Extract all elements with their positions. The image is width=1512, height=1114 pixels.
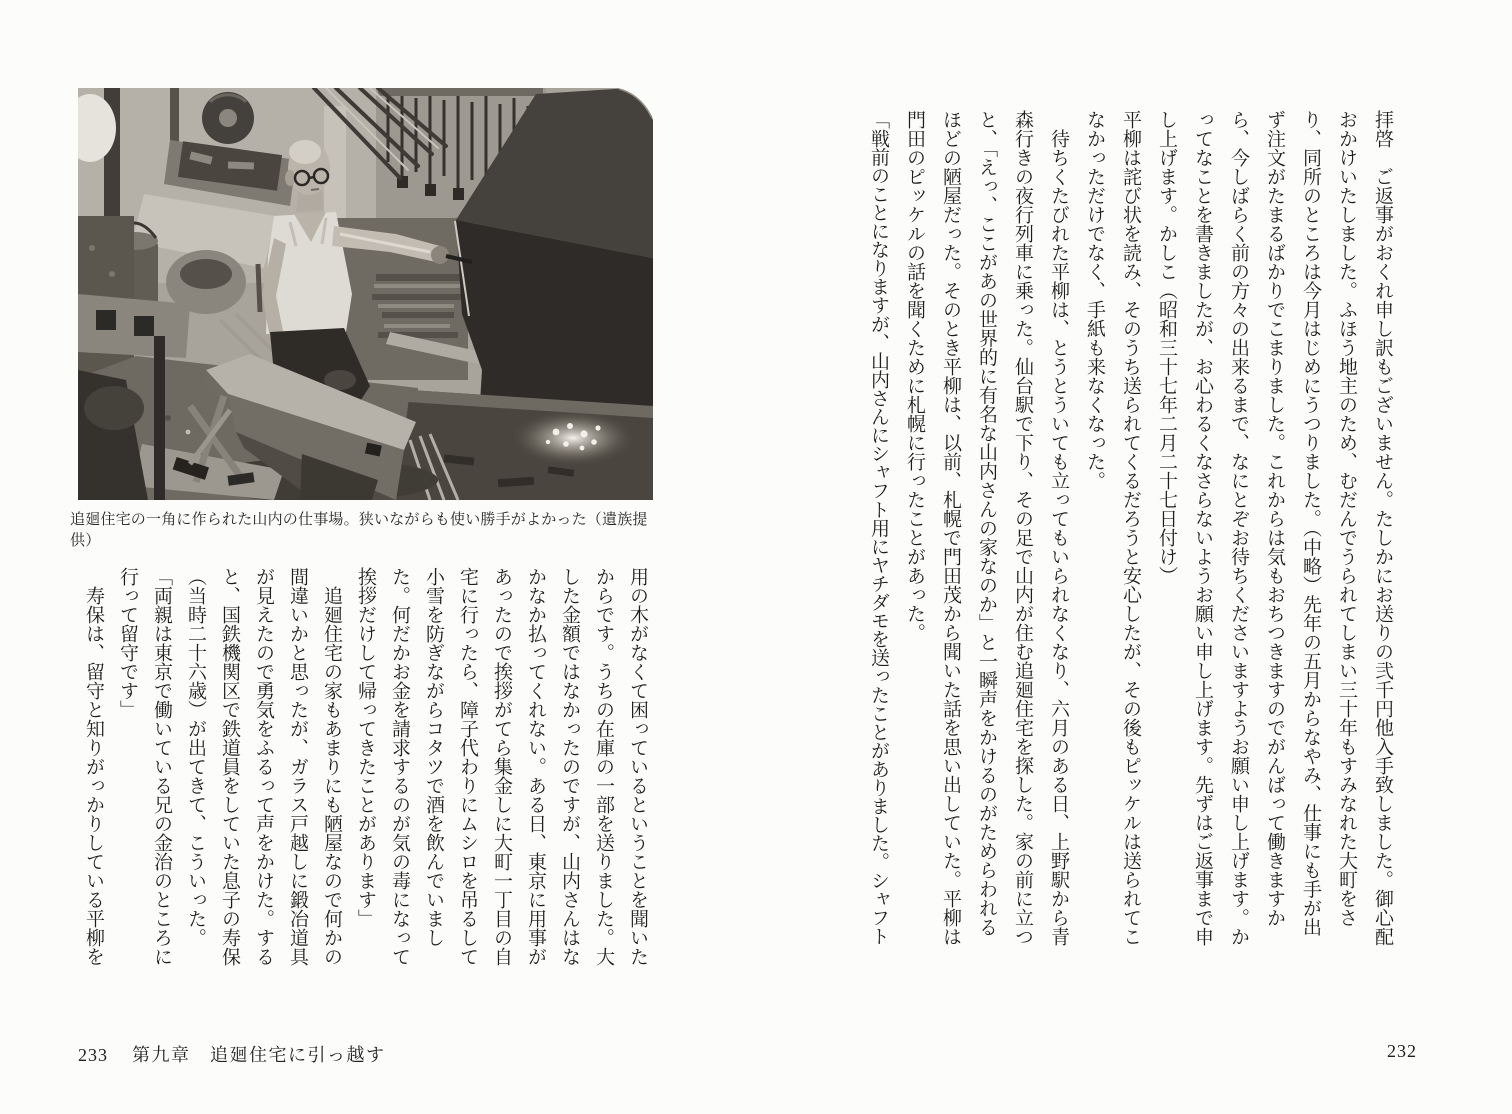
paragraph: 待ちくたびれた平柳は、とうとういても立ってもいられなくなり、六月のある日、上野駅から青森行きの夜行列車に乗った。仙台駅で下り、その足で山内が住む追廻住宅を探した。家の前に立つと、「えっ、ここがあの世界的に有名な山内さんの家なのか」と一瞬声をかけるのがためらわれるほどの陋屋だった。そのとき平柳は、以前、札幌で門田茂から聞いた話を思い出していた。平柳は門田のピッケルの話を聞くために札幌に行ったことがあった。 [904,110,1069,946]
letter-block: 拝啓 ご返事がおくれ申し訳もございません。たしかにお送りの弐千円他入手致しました。御心配おかけいたしました。ふほう地主のため、むだんでうられてしまい三十年もすみなれた大町をさり、同所のところは今月はじめにうつりました。（中略）先年の五月からなやみ、仕事にも手が出ず注文がたまるばかりでこまりました。これからは気もおちつきますのでがんばって働きますから、今しばらく前の方々の出来るまで、なにとぞお待ちくださいますようお願い申し上げます。かってなことを書きましたが、お心わるくなさらないようお願い申し上げます。先ずはご返事まで申し上げます。かしこ（昭和三十七年二月二十七日付け） [1156,110,1393,946]
chapter-title: 第九章 追廻住宅に引っ越す [132,1045,386,1065]
paragraph: 「戦前のことになりますが、山内さんにシャフト用にヤチダモを送ったことがありました。シャフト [868,110,889,945]
workshop-photo-illustration [78,88,653,500]
photo-caption: 追廻住宅の一角に作られた山内の仕事場。狭いながらも使い勝手がよかった（遺族提供） [70,511,648,549]
left-page-footer [78,1041,386,1067]
paragraph: 追廻住宅の家もあまりにも陋屋なので何かの間違いかと思ったが、ガラス戸越しに鍛冶道具が見えたので勇気をふるって声をかけた。すると、国鉄機関区で鉄道員をしていた息子の寿保（当時二十六歳）が出てきて、こういった。 [185,567,342,966]
right-page-body [859,110,1400,948]
page-number-left: 233 [78,1045,108,1065]
paragraph: 「両親は東京で働いている兄の金治のところに行って留守です」 [117,567,172,966]
left-page-body [74,567,654,969]
workshop-photo [78,88,653,500]
paragraph: 平柳は詫び状を読み、そのうち送られてくるだろうと安心したが、その後もピッケルは送られてこなかっただけでなく、手紙も来なくなった。 [1084,110,1141,946]
right-page-footer [1387,1041,1417,1062]
page-number-right: 232 [1387,1041,1417,1061]
ember-glow [511,410,635,466]
paragraph: 用の木がなくて困っているということを聞いたからです。うちの在庫の一部を送りました。大した金額ではなかったのですが、山内さんはなかなか払ってくれない。ある日、東京に用事があったので挨拶がてら集金しに大町一丁目の自宅に行ったら、障子代わりにムシロを吊るして小雪を防ぎながらコタツで酒を飲んでいました。何だかお金を請求するのが気の毒になって挨拶だけして帰ってきたことがあります」 [355,567,648,966]
paragraph: 寿保は、留守と知りがっかりしている平柳を [83,586,104,966]
